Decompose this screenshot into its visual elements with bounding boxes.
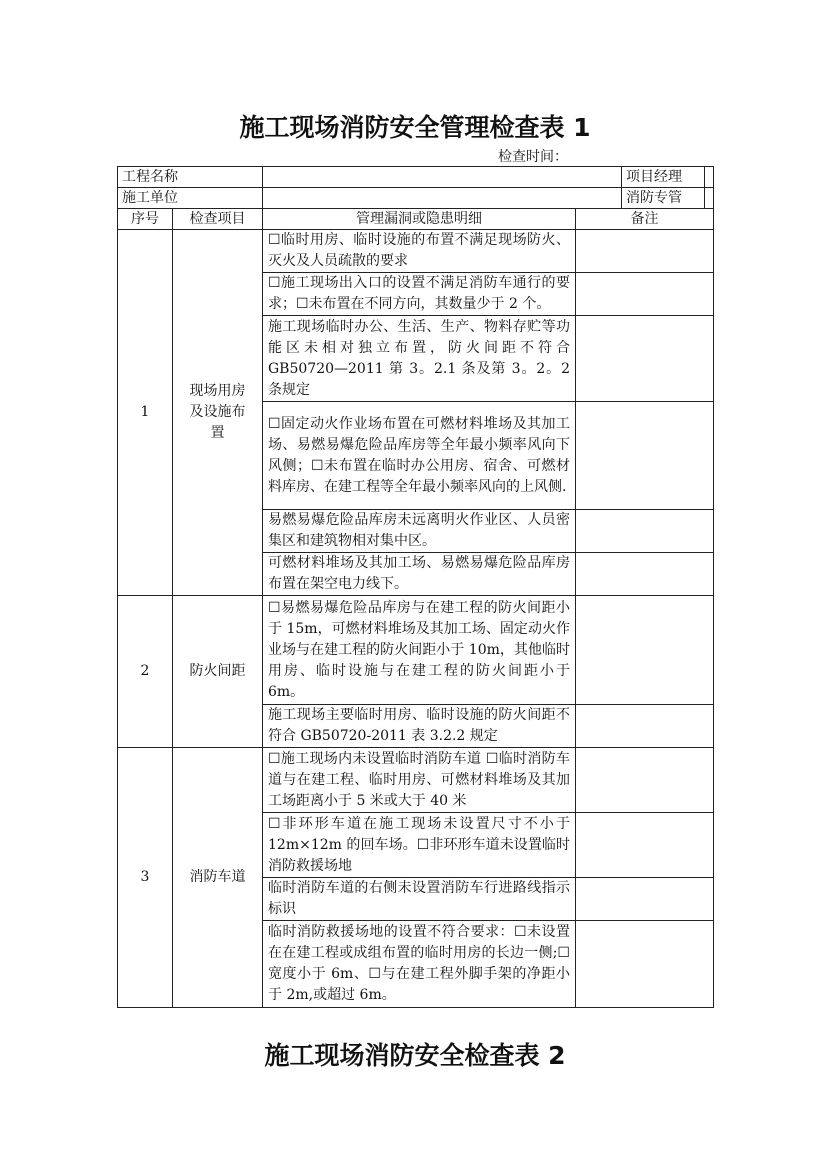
detail-cell: ☐临时用房、临时设施的布置不满足现场防火、灭火及人员疏散的要求 <box>263 230 576 273</box>
remark-cell[interactable] <box>576 230 714 273</box>
remark-cell[interactable] <box>576 510 714 553</box>
table-row <box>118 596 714 705</box>
contractor-value[interactable] <box>263 188 622 208</box>
check-time-label: 检查时间： <box>498 149 568 165</box>
page-title: 施工现场消防安全管理检查表 1 <box>239 113 591 142</box>
col-header-detail: 管理漏洞或隐患明细 <box>263 209 576 230</box>
fire-officer-label: 消防专管 <box>622 188 705 208</box>
col-header-item: 检查项目 <box>173 209 263 230</box>
next-page-title: 施工现场消防安全检查表 2 <box>264 1041 566 1070</box>
col-header-remark: 备注 <box>576 209 714 230</box>
detail-cell: ☐易燃易爆危险品库房与在建工程的防火间距小于 15m，可燃材料堆场及其加工场、固定动火作业场与在建工程的防火间距小于 10m，其他临时用房、临时设施与在建工程的防火间距小于 6m。 <box>263 596 576 705</box>
section-item: 消防车道 <box>173 748 263 1008</box>
info-row <box>118 188 714 209</box>
table-row <box>118 230 714 273</box>
project-name-label: 工程名称 <box>118 167 263 188</box>
project-manager-value[interactable] <box>705 167 713 187</box>
remark-cell[interactable] <box>576 813 714 878</box>
section-no: 1 <box>118 230 173 596</box>
table-row <box>118 748 714 813</box>
detail-cell: 临时消防车道的右侧未设置消防车行进路线指示标识 <box>263 878 576 921</box>
detail-cell: ☐非环形车道在施工现场未设置尺寸不小于12m×12m 的回车场。☐非环形车道未设置临时消防救援场地 <box>263 813 576 878</box>
header-row <box>118 209 714 230</box>
remark-cell[interactable] <box>576 402 714 510</box>
project-manager-label: 项目经理 <box>622 167 705 187</box>
remark-cell[interactable] <box>576 316 714 402</box>
section-item: 现场用房及设施布置 <box>173 230 263 596</box>
remark-cell[interactable] <box>576 596 714 705</box>
remark-cell[interactable] <box>576 705 714 748</box>
project-name-value[interactable] <box>263 167 622 187</box>
remark-cell[interactable] <box>576 921 714 1008</box>
remark-cell[interactable] <box>576 273 714 316</box>
info-row <box>118 167 714 188</box>
col-header-no: 序号 <box>118 209 173 230</box>
remark-cell[interactable] <box>576 748 714 813</box>
detail-cell: 施工现场主要临时用房、临时设施的防火间距不符合 GB50720-2011 表 3.2.2 规定 <box>263 705 576 748</box>
section-no: 2 <box>118 596 173 748</box>
detail-cell: ☐固定动火作业场布置在可燃材料堆场及其加工场、易燃易爆危险品库房等全年最小频率风向下风侧；☐未布置在临时办公用房、宿舍、可燃材料库房、在建工程等全年最小频率风向的上风侧. <box>263 402 576 510</box>
remark-cell[interactable] <box>576 878 714 921</box>
detail-cell: 施工现场临时办公、生活、生产、物料存贮等功能区未相对独立布置，防火间距不符合GB50720—2011 第 3。2.1 条及第 3。2。2 条规定 <box>263 316 576 402</box>
section-no: 3 <box>118 748 173 1008</box>
contractor-label: 施工单位 <box>118 188 263 209</box>
detail-cell: ☐施工现场内未设置临时消防车道 ☐临时消防车道与在建工程、临时用房、可燃材料堆场及其加工场距离小于 5 米或大于 40 米 <box>263 748 576 813</box>
inspection-table <box>117 166 714 1008</box>
remark-cell[interactable] <box>576 553 714 596</box>
detail-cell: 可燃材料堆场及其加工场、易燃易爆危险品库房布置在架空电力线下。 <box>263 553 576 596</box>
fire-officer-value[interactable] <box>705 188 713 208</box>
detail-cell: 临时消防救援场地的设置不符合要求：☐未设置在在建工程或成组布置的临时用房的长边一侧;☐宽度小于 6m、☐与在建工程外脚手架的净距小于 2m,或超过 6m。 <box>263 921 576 1008</box>
detail-cell: ☐施工现场出入口的设置不满足消防车通行的要求；☐未布置在不同方向，其数量少于 2 个。 <box>263 273 576 316</box>
detail-cell: 易燃易爆危险品库房未远离明火作业区、人员密集区和建筑物相对集中区。 <box>263 510 576 553</box>
section-item: 防火间距 <box>173 596 263 748</box>
